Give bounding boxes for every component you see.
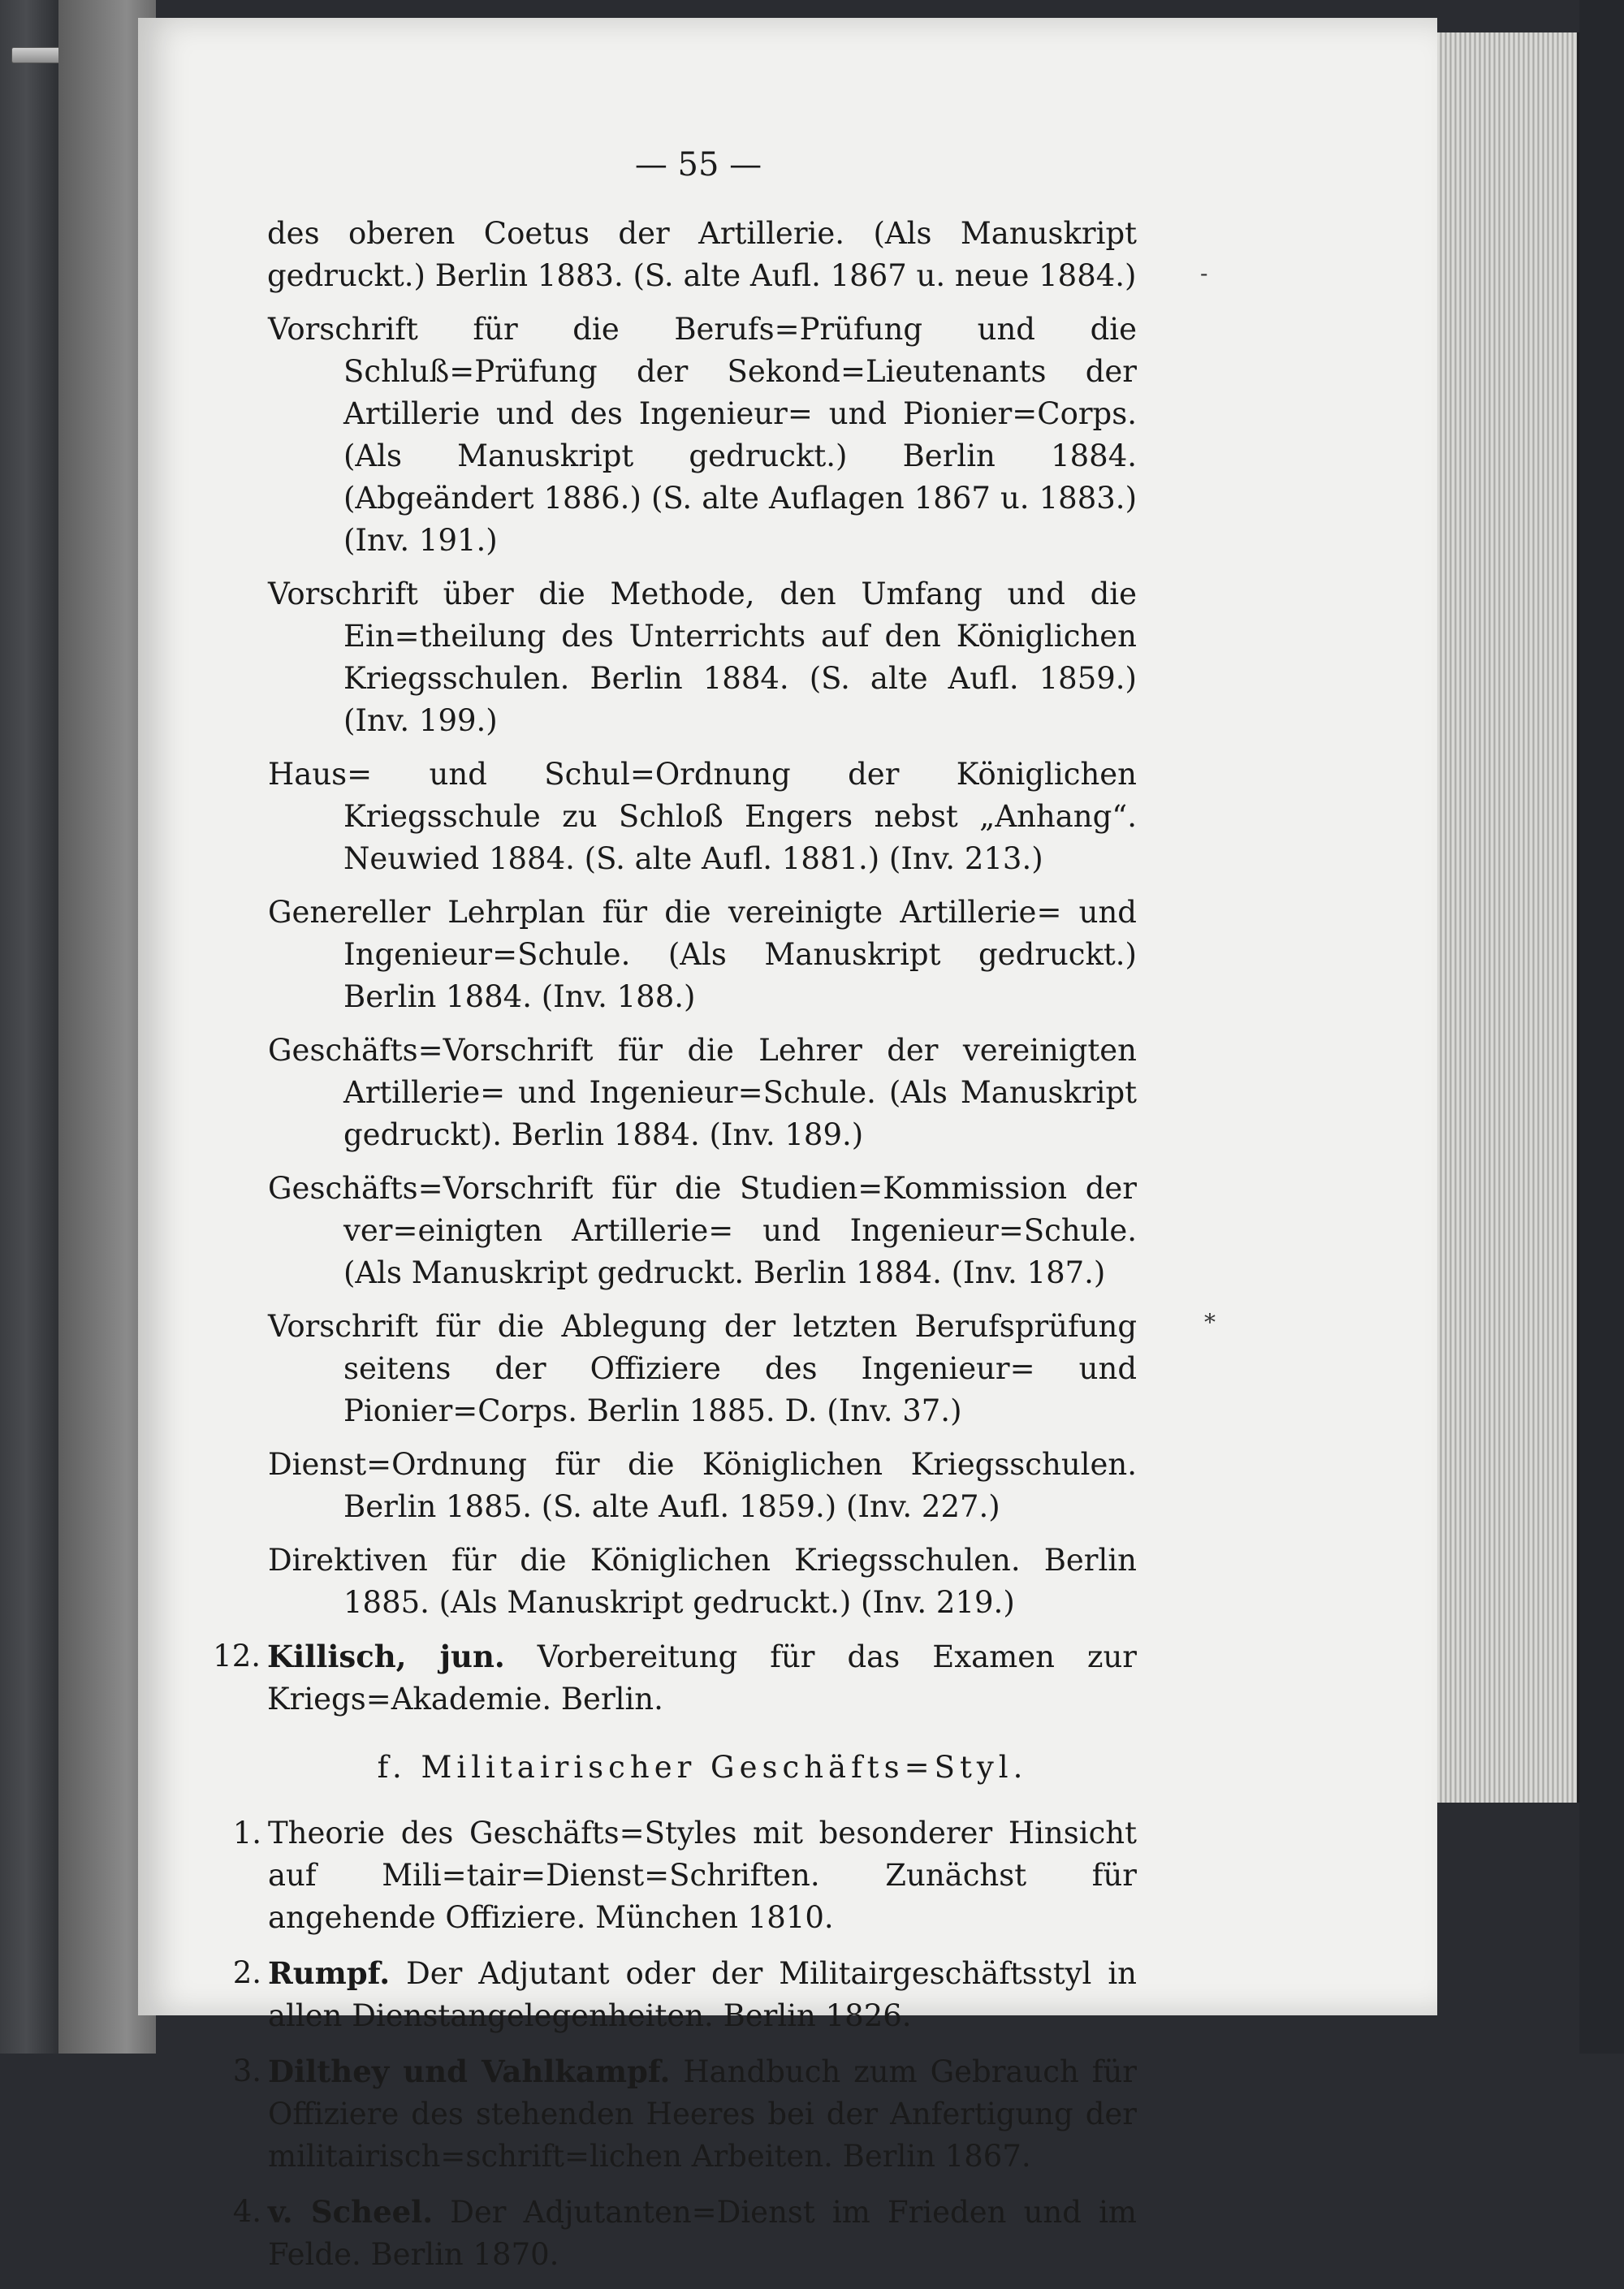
book-spine (0, 0, 58, 2054)
entry-number: 3. (232, 2054, 261, 2088)
entry: Haus= und Schul=Ordnung der Königlichen Kriegsschule zu Schloß Engers nebst „Anhang“. Neuwied 1884. (S. alte Aufl. 1881.) (Inv. 213.) (268, 757, 1137, 876)
numbered-entry (232, 1952, 1137, 2037)
entry-author: Dilthey und Vahlkampf. (268, 2054, 671, 2089)
entry-number: 2. (232, 1955, 261, 1990)
entry: Vorschrift über die Methode, den Umfang und die Ein=theilung des Unterrichts auf den Königlichen Kriegsschulen. Berlin 1884. (S. alte Aufl. 1859.) (Inv. 199.) (268, 577, 1137, 738)
entry-text: Der Adjutant oder der Militairgeschäftsstyl in allen Dienstangelegenheiten. Berlin 1826. (268, 1956, 1137, 2033)
entry-continuation: des oberen Coetus der Artillerie. (Als Manuskript gedruckt.) Berlin 1883. (S. alte Aufl. 1867 u. neue 1884.) (267, 216, 1137, 293)
entry: Genereller Lehrplan für die vereinigte Artillerie= und Ingenieur=Schule. (Als Manuskript gedruckt.) Berlin 1884. (Inv. 188.) (268, 895, 1137, 1014)
entry-number: 4. (232, 2194, 261, 2229)
entry-author: v. Scheel. (268, 2194, 434, 2230)
entry-text: Handbuch zum Gebrauch für Offiziere des stehenden Heeres bei der Anfertigung der militairisch=schrift=lichen Arbeiten. Berlin 1867. (268, 2054, 1137, 2174)
section-heading: f. Militairischer Geschäfts=Styl. (377, 1750, 1028, 1785)
entry: Vorschrift für die Ablegung der letzten Berufsprüfung seitens der Offiziere des Ingenieur= und Pionier=Corps. Berlin 1885. D. (Inv. 37.) (268, 1309, 1137, 1428)
entry-number: 1. (232, 1816, 261, 1851)
book-clasp (11, 47, 62, 63)
book-cover-edge (1579, 0, 1624, 2054)
entry: Vorschrift für die Berufs=Prüfung und die Schluß=Prüfung der Sekond=Lieutenants der Artillerie und des Ingenieur= und Pionier=Corps. (Als Manuskript gedruckt.) Berlin 1884. (Abgeändert 1886.) (S. alte Auflagen 1867 u. 1883.) (Inv. 191.) (268, 312, 1137, 558)
entry-author: Killisch, jun. (267, 1639, 505, 1674)
numbered-entry (232, 1812, 1137, 1939)
entry-text: Vorbereitung für das Examen zur Kriegs=Akademie. Berlin. (267, 1639, 1137, 1717)
margin-mark: * (1204, 1309, 1216, 1336)
entry-text: Der Adjutanten=Dienst im Frieden und im Felde. Berlin 1870. (268, 2195, 1137, 2272)
numbered-entry (232, 2191, 1137, 2276)
entry: Dienst=Ordnung für die Königlichen Kriegsschulen. Berlin 1885. (S. alte Aufl. 1859.) (Inv. 227.) (268, 1447, 1137, 1524)
page-content (213, 213, 1137, 2289)
margin-mark: - (1200, 260, 1208, 287)
entry-text: Theorie des Geschäfts=Styles mit besonderer Hinsicht auf Mili=tair=Dienst=Schriften. Zunächst für angehende Offiziere. München 1810. (268, 1816, 1137, 1935)
entry: Geschäfts=Vorschrift für die Lehrer der vereinigten Artillerie= und Ingenieur=Schule. (Als Manuskript gedruckt). Berlin 1884. (Inv. 189.) (268, 1033, 1137, 1152)
entry: Direktiven für die Königlichen Kriegsschulen. Berlin 1885. (Als Manuskript gedruckt.) (Inv. 219.) (268, 1543, 1137, 1620)
entry-number: 12. (213, 1639, 261, 1674)
entry-author: Rumpf. (268, 1955, 391, 1991)
numbered-entry (232, 2050, 1137, 2178)
numbered-entry-12 (213, 1635, 1137, 1721)
entry: Geschäfts=Vorschrift für die Studien=Kommission der ver=einigten Artillerie= und Ingenieur=Schule. (Als Manuskript gedruckt. Berlin 1884. (Inv. 187.) (268, 1171, 1137, 1290)
page-number: — 55 — (634, 146, 762, 184)
page-stack-edges (1437, 32, 1579, 1803)
